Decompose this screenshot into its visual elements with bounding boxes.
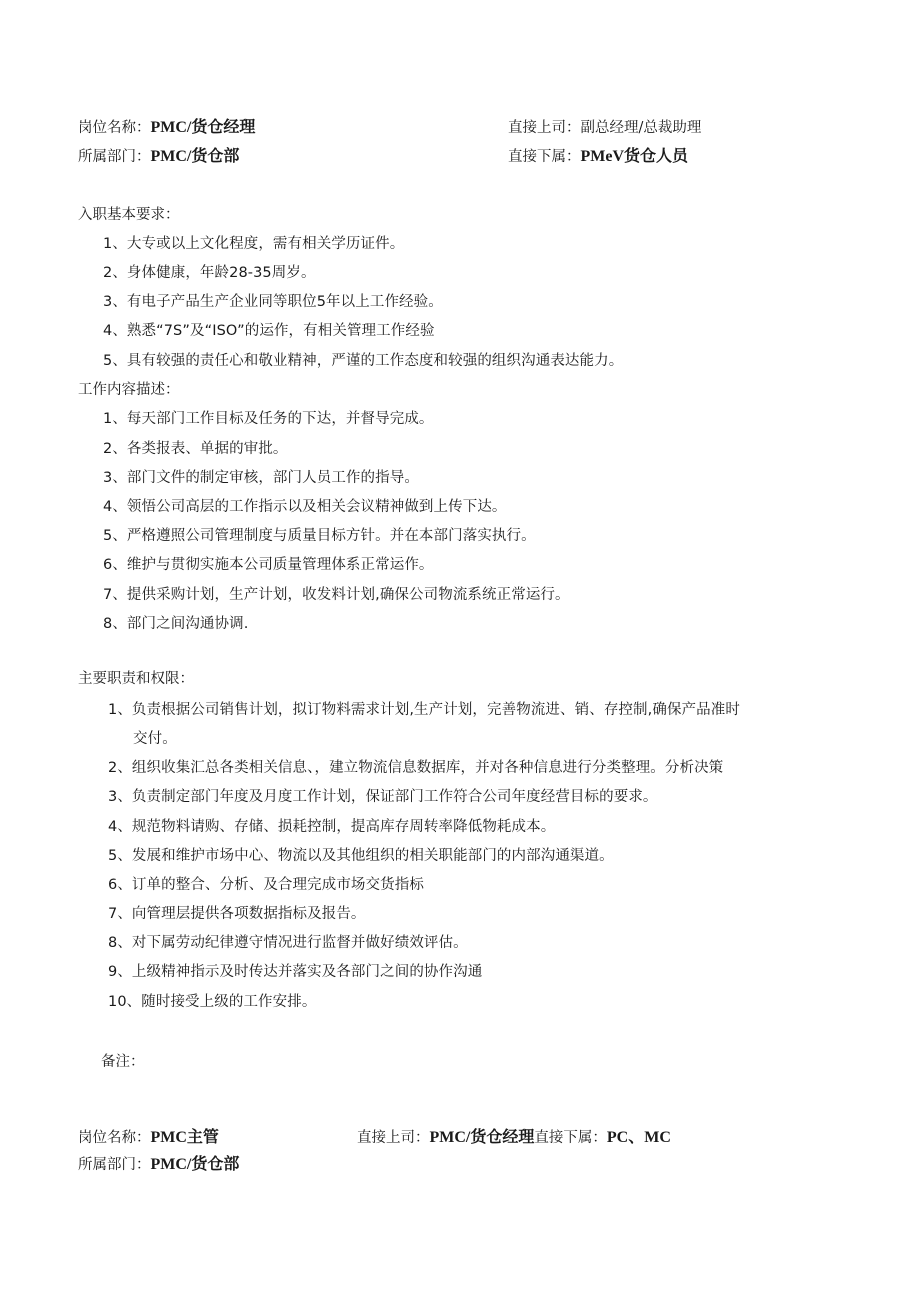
remarks-label: 备注： xyxy=(101,1054,145,1070)
department-label-1: 所属部门： xyxy=(78,149,151,165)
position-label-1: 岗位名称： xyxy=(78,120,151,136)
subordinate-label-2: 直接下属： xyxy=(534,1130,607,1146)
responsibility-item: 10、随时接受上级的工作安排。 xyxy=(108,994,317,1010)
position-label-2: 岗位名称： xyxy=(78,1130,151,1146)
responsibility-item: 6、订单的整合、分析、及合理完成市场交货指标 xyxy=(108,877,424,893)
requirement-item: 4、熟悉“7S”及“ISO”的运作，有相关管理工作经验 xyxy=(103,323,435,339)
responsibility-item: 2、组织收集汇总各类相关信息、，建立物流信息数据库，并对各种信息进行分类整理。分析决策 xyxy=(108,760,724,776)
superior-label-1: 直接上司： xyxy=(508,120,581,136)
position-name-1 xyxy=(78,118,255,138)
responsibility-item: 7、向管理层提供各项数据指标及报告。 xyxy=(108,906,366,922)
department-value-2: PMC/货仓部 xyxy=(150,1156,240,1173)
superior-subordinate-2 xyxy=(357,1128,671,1148)
position-name-2 xyxy=(78,1128,219,1148)
superior-label-2: 直接上司： xyxy=(357,1130,430,1146)
position-value-1: PMC/货仓经理 xyxy=(150,119,256,136)
work-item: 1、每天部门工作目标及任务的下达，并督导完成。 xyxy=(103,411,434,427)
responsibility-item: 3、负责制定部门年度及月度工作计划，保证部门工作符合公司年度经营目标的要求。 xyxy=(108,789,658,805)
requirement-item: 1、大专或以上文化程度，需有相关学历证件。 xyxy=(103,236,405,252)
responsibility-item: 9、上级精神指示及时传达并落实及各部门之间的协作沟通 xyxy=(108,964,483,980)
department-label-2: 所属部门： xyxy=(78,1157,151,1173)
superior-value-2: PMC/货仓经理 xyxy=(429,1129,535,1146)
superior-1 xyxy=(508,118,701,138)
responsibilities-title: 主要职责和权限： xyxy=(78,671,194,687)
subordinate-value-2: PC、MC xyxy=(606,1129,671,1146)
requirements-title: 入职基本要求： xyxy=(78,207,180,223)
department-1 xyxy=(78,147,239,167)
work-item: 3、部门文件的制定审核，部门人员工作的指导。 xyxy=(103,470,419,486)
responsibility-item: 8、对下属劳动纪律遵守情况进行监督并做好绩效评估。 xyxy=(108,935,468,951)
responsibility-item-continuation: 交付。 xyxy=(133,731,177,747)
responsibility-item: 4、规范物料请购、存储、损耗控制，提高库存周转率降低物耗成本。 xyxy=(108,819,556,835)
position-value-2: PMC主管 xyxy=(150,1129,219,1146)
department-2 xyxy=(78,1155,239,1175)
work-item: 6、维护与贯彻实施本公司质量管理体系正常运作。 xyxy=(103,557,434,573)
superior-value-1: 副总经理/总裁助理 xyxy=(580,120,702,136)
work-item: 5、严格遵照公司管理制度与质量目标方针。并在本部门落实执行。 xyxy=(103,528,536,544)
work-item: 7、提供采购计划，生产计划，收发料计划,确保公司物流系统正常运行。 xyxy=(103,587,570,603)
work-item: 8、部门之间沟通协调. xyxy=(103,616,249,632)
subordinate-1 xyxy=(508,147,688,167)
work-item: 4、领悟公司高层的工作指示以及相关会议精神做到上传下达。 xyxy=(103,499,507,515)
department-value-1: PMC/货仓部 xyxy=(150,148,240,165)
work-item: 2、各类报表、单据的审批。 xyxy=(103,441,288,457)
subordinate-value-1: PMeV货仓人员 xyxy=(580,148,689,165)
requirement-item: 2、身体健康，年龄28-35周岁。 xyxy=(103,265,316,281)
requirement-item: 3、有电子产品生产企业同等职位5年以上工作经验。 xyxy=(103,294,443,310)
subordinate-label-1: 直接下属： xyxy=(508,149,581,165)
work-description-title: 工作内容描述： xyxy=(78,382,180,398)
responsibility-item: 1、负责根据公司销售计划，拟订物料需求计划,生产计划，完善物流进、销、存控制,确保产品准时 xyxy=(108,702,740,718)
responsibility-item: 5、发展和维护市场中心、物流以及其他组织的相关职能部门的内部沟通渠道。 xyxy=(108,848,614,864)
requirement-item: 5、具有较强的责任心和敬业精神，严谨的工作态度和较强的组织沟通表达能力。 xyxy=(103,353,624,369)
